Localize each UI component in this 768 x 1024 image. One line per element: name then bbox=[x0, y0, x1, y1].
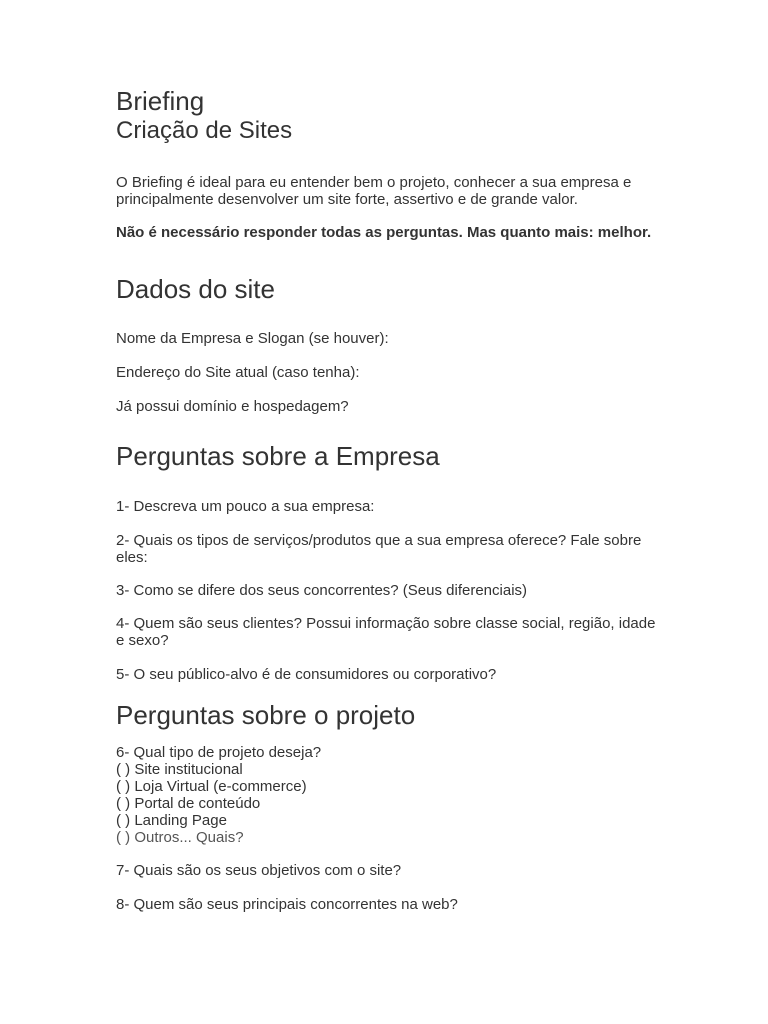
section-heading-site-data: Dados do site bbox=[116, 274, 275, 304]
option-others: ( ) Outros... Quais? bbox=[116, 829, 244, 846]
option-online-store: ( ) Loja Virtual (e-commerce) bbox=[116, 778, 307, 795]
question-domain-hosting: Já possui domínio e hospedagem? bbox=[116, 398, 349, 415]
option-content-portal: ( ) Portal de conteúdo bbox=[116, 795, 261, 812]
question-2: 2- Quais os tipos de serviços/produtos que a sua empresa oferece? Fale sobre eles: bbox=[116, 532, 642, 566]
section-heading-company: Perguntas sobre a Empresa bbox=[116, 441, 440, 471]
question-4: 4- Quem são seus clientes? Possui informação sobre classe social, região, idade e sexo? bbox=[116, 615, 656, 649]
intro-paragraph: O Briefing é ideal para eu entender bem o projeto, conhecer a sua empresa e principalmente desenvolver um site forte, assertivo e de grande valor. bbox=[116, 174, 632, 208]
question-7: 7- Quais são os seus objetivos com o site? bbox=[116, 862, 402, 879]
question-1: 1- Descreva um pouco a sua empresa: bbox=[116, 498, 375, 515]
document-title: Briefing bbox=[116, 86, 205, 116]
document-subtitle: Criação de Sites bbox=[116, 117, 293, 144]
question-5: 5- O seu público-alvo é de consumidores ou corporativo? bbox=[116, 666, 497, 683]
question-company-name: Nome da Empresa e Slogan (se houver): bbox=[116, 330, 389, 347]
option-institutional-site: ( ) Site institucional bbox=[116, 761, 243, 778]
question-3: 3- Como se difere dos seus concorrentes? (Seus diferenciais) bbox=[116, 582, 528, 599]
option-landing-page: ( ) Landing Page bbox=[116, 812, 227, 829]
question-current-site: Endereço do Site atual (caso tenha): bbox=[116, 364, 360, 381]
question-6: 6- Qual tipo de projeto deseja? bbox=[116, 744, 322, 761]
section-heading-project: Perguntas sobre o projeto bbox=[116, 700, 416, 730]
intro-note: Não é necessário responder todas as perguntas. Mas quanto mais: melhor. bbox=[116, 224, 652, 241]
question-8: 8- Quem são seus principais concorrentes na web? bbox=[116, 896, 458, 913]
